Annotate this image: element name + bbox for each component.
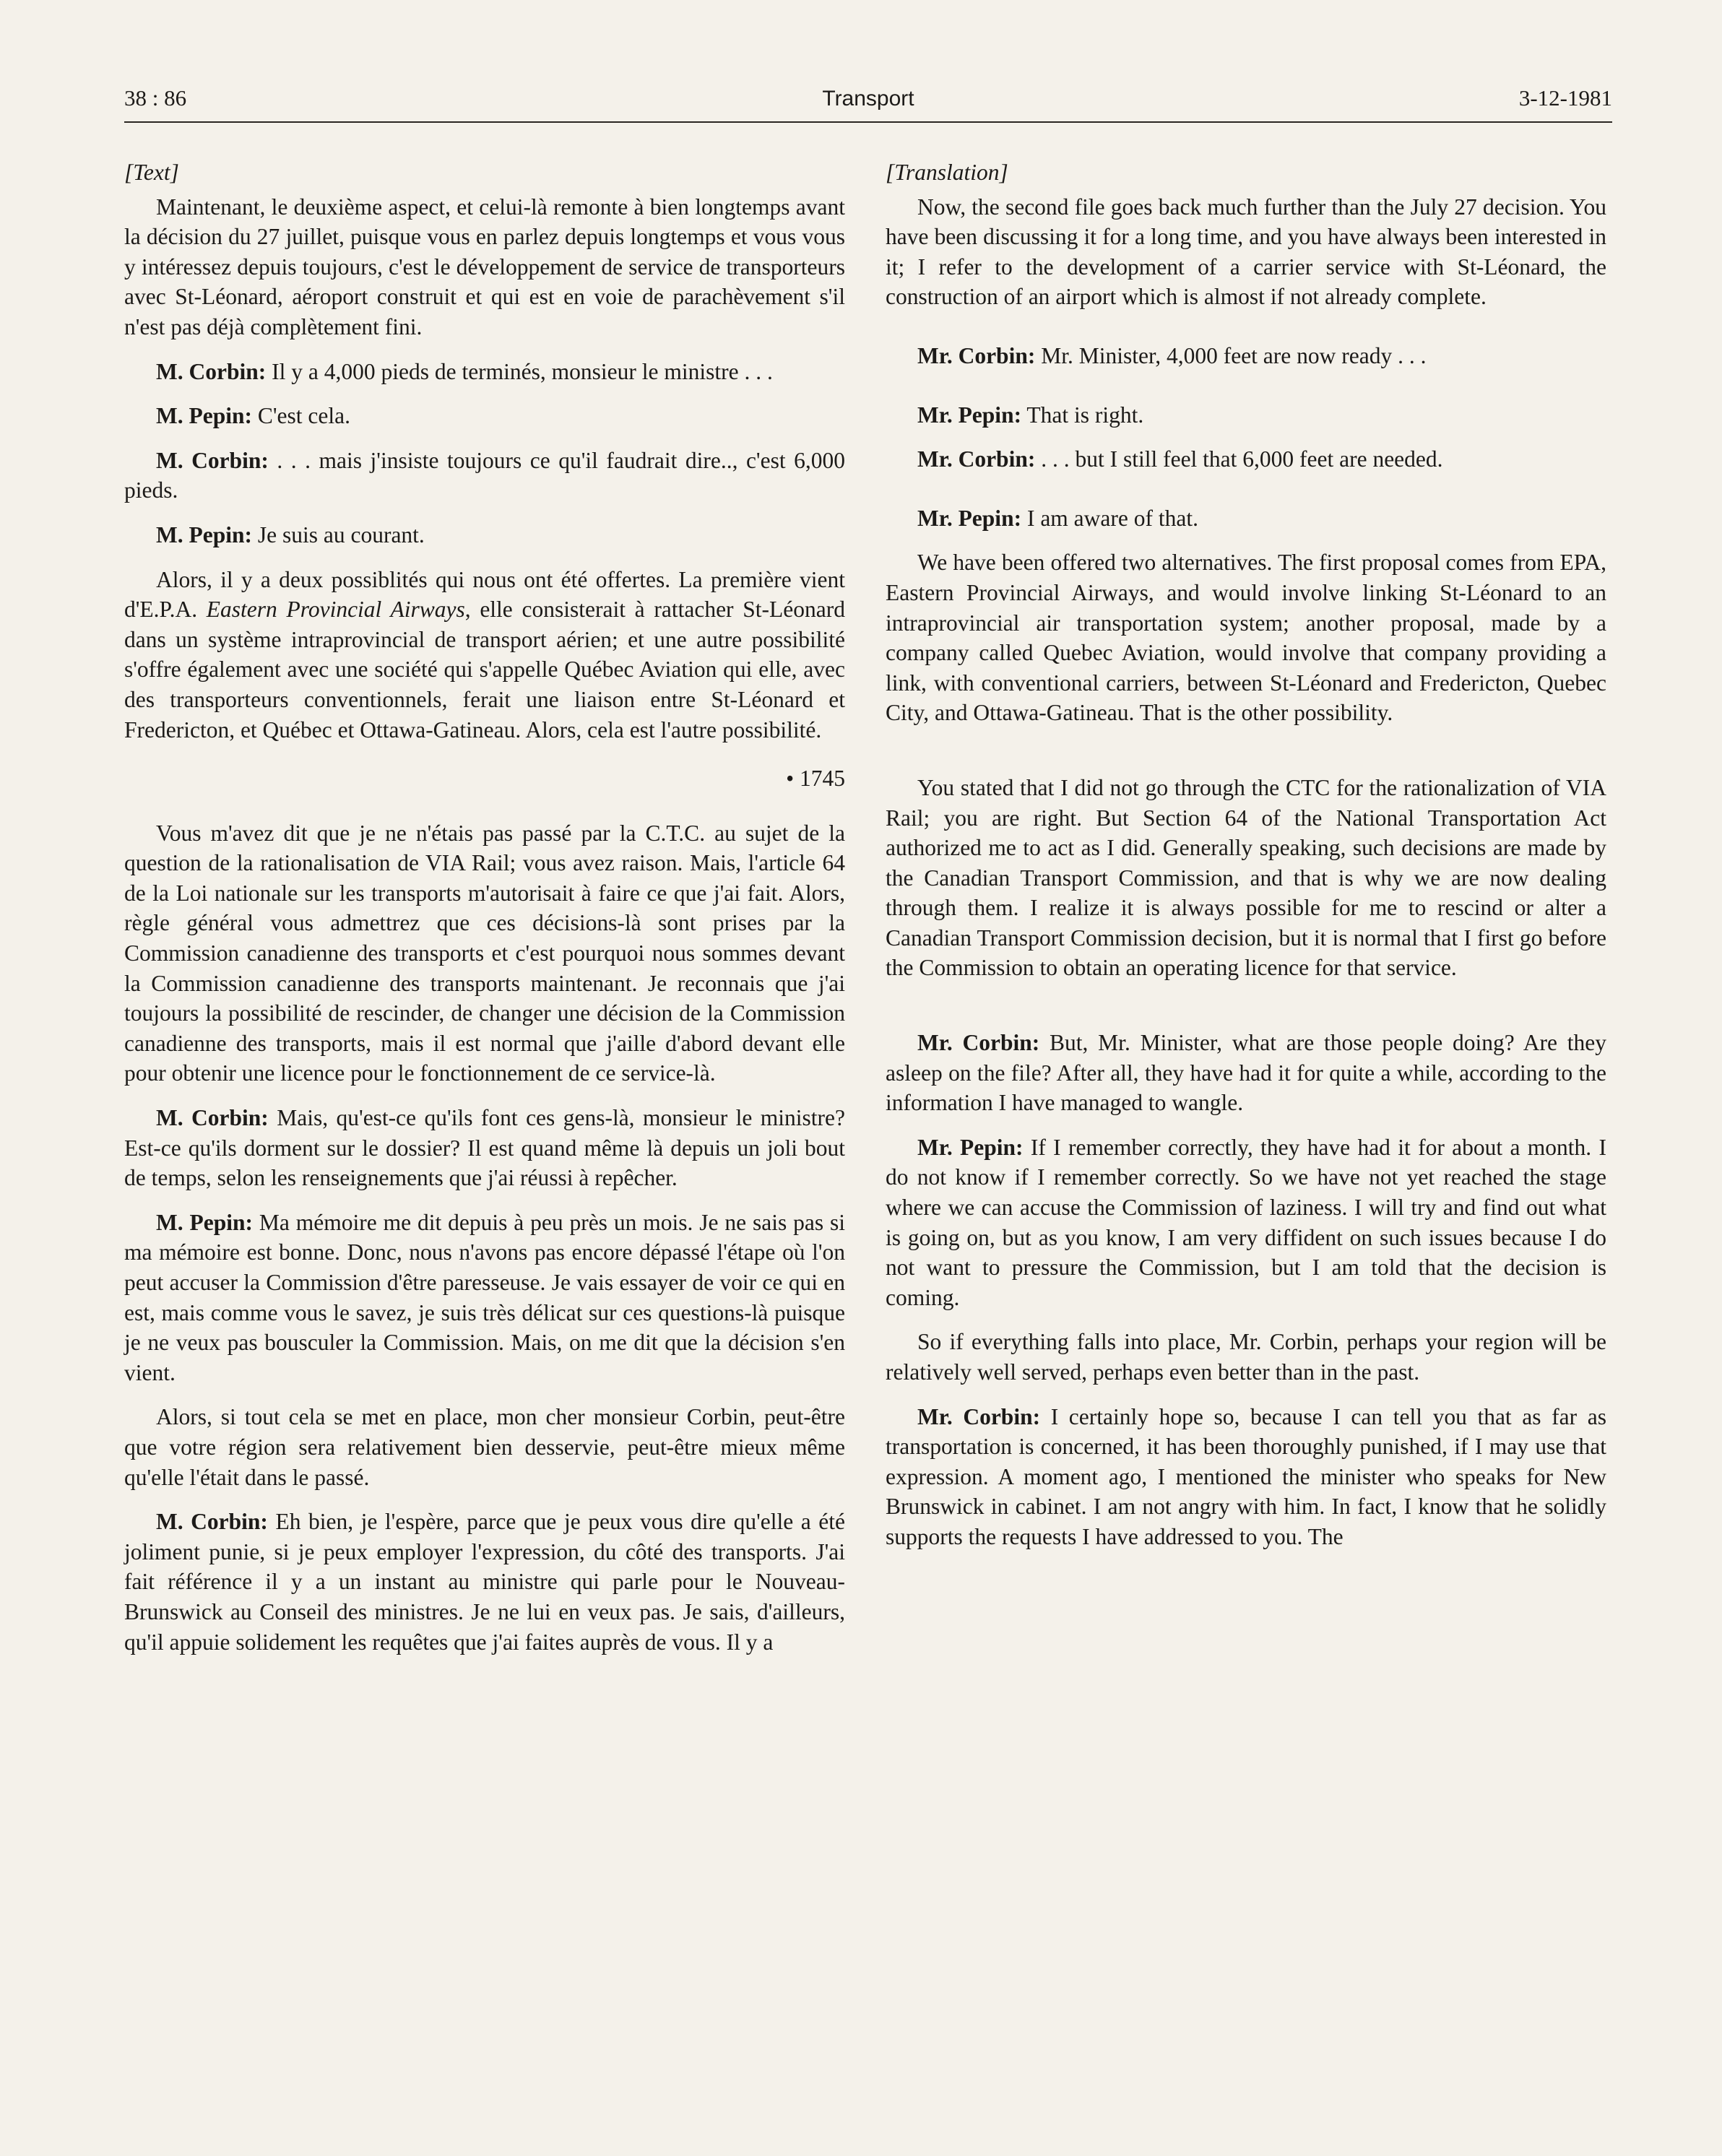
paragraph: M. Corbin: Eh bien, je l'espère, parce que je peux vous dire qu'elle a été joliment punie, si je peux employer l'expression, du côté des transports. J'ai fait référence il y a un instant au ministre qui parle pour le Nouveau-Brunswick au Conseil des ministres. Je ne lui en veux pas. Je sais, d'ailleurs, qu'il appuie solidement les requêtes que j'ai faites auprès de vous. Il y a [124,1509,845,1655]
time-marker: • 1745 [786,766,845,792]
text-label: [Text] [124,160,179,185]
french-column [124,157,845,1671]
airline-name: Eastern Provincial Airways [206,597,465,623]
paragraph: M. Corbin: Il y a 4,000 pieds de terminés, monsieur le ministre . . . [156,358,773,384]
speaker-name: M. Corbin: [156,358,267,384]
speaker-name: Mr. Corbin: [917,1030,1040,1056]
page-date: 3-12-1981 [1518,85,1612,111]
paragraph: Maintenant, le deuxième aspect, et celui-là remonte à bien longtemps avant la décision du 27 juillet, puisque vous en parlez depuis longtemps et vous vous y intéressez depuis toujours, c'est le développement de service de transporteurs avec St-Léonard, aéroport construit et qui est en voie de parachèvement s'il n'est pas déjà complètement fini. [124,194,845,339]
paragraph: M. Corbin: Mais, qu'est-ce qu'ils font ces gens-là, monsieur le ministre? Est-ce qu'ils dorment sur le dossier? Il est quand même là depuis un joli bout de temps, selon les renseignements que j'ai réussi à repêcher. [124,1105,845,1191]
english-column [886,157,1606,1567]
paragraph: M. Pepin: Je suis au courant. [156,521,425,547]
speaker-name: M. Pepin: [156,403,252,429]
speaker-name: M. Corbin: [156,1509,268,1535]
speaker-name: M. Pepin: [156,521,252,547]
speaker-name: Mr. Pepin: [917,402,1022,428]
speaker-name: Mr. Corbin: [917,342,1036,368]
paragraph: We have been offered two alternatives. The first proposal comes from EPA, Eastern Provincial Airways, and would involve linking St-Léonard to an intraprovincial air transportation system; another proposal, made by a company called Quebec Aviation, would involve that company providing a link, with conventional carriers, between St-Léonard and Fredericton, Quebec City, and Ottawa-Gatineau. That is the other possibility. [886,550,1606,726]
paragraph: So if everything falls into place, Mr. Corbin, perhaps your region will be relatively well served, perhaps even better than in the past. [886,1329,1606,1385]
paragraph: M. Pepin: Ma mémoire me dit depuis à peu près un mois. Je ne sais pas si ma mémoire est bonne. Donc, nous n'avons pas encore dépassé l'étape où l'on peut accuser la Commission d'être paresseuse. Je vais essayer de voir ce qui en est, mais comme vous le savez, je suis très délicat sur ces questions-là puisque je ne veux pas bousculer la Commission. Mais, on me dit que la décision s'en vient. [124,1209,845,1385]
speaker-name: Mr. Pepin: [917,505,1022,531]
speaker-name: M. Pepin: [156,1209,253,1235]
translation-label: [Translation] [886,160,1008,185]
paragraph: Mr. Corbin: But, Mr. Minister, what are those people doing? Are they asleep on the file? After all, they have had it for quite a while, according to the information I have managed to wangle. [886,1030,1606,1116]
speaker-name: M. Corbin: [156,1105,269,1131]
paragraph: Mr. Corbin: Mr. Minister, 4,000 feet are now ready . . . [917,342,1427,368]
paragraph: Mr. Pepin: If I remember correctly, they have had it for about a month. I do not know if I remember correctly. So we have not yet reached the stage where we can accuse the Commission of laziness. I will try and find out what is going on, but as you know, I am very diffident on such issues because I do not want to pressure the Commission, but I am told that the decision is coming. [886,1134,1606,1310]
paragraph: Vous m'avez dit que je ne n'étais pas passé par la C.T.C. au sujet de la question de la rationalisation de VIA Rail; vous avez raison. Mais, l'article 64 de la Loi nationale sur les transports m'autorisait à faire ce que j'ai fait. Alors, règle général vous admettrez que ces décisions-là sont prises par la Commission canadienne des transports et c'est pourquoi nous sommes devant la Commission canadienne des transports maintenant. Je reconnais que j'ai toujours la possibilité de rescinder, de changer une décision de la Commission canadienne des transports, mais il est normal que j'aille d'abord devant elle pour obtenir une licence pour le fonctionnement de ce service-là. [124,820,845,1086]
paragraph: Now, the second file goes back much further than the July 27 decision. You have been discussing it for a long time, and you have always been interested in it; I refer to the development of a carrier service with St-Léonard, the construction of an airport which is almost if not already complete. [886,194,1606,310]
speaker-name: Mr. Corbin: [917,1403,1041,1429]
paragraph: M. Pepin: C'est cela. [156,403,350,429]
paragraph: Mr. Pepin: That is right. [917,402,1144,428]
paragraph: Mr. Corbin: I certainly hope so, because I can tell you that as far as transportation is concerned, it has been thoroughly punished, if I may use that expression. A moment ago, I mentioned the minister who speaks for New Brunswick in cabinet. I am not angry with him. In fact, I know that he solidly supports the requests I have addressed to you. The [886,1403,1606,1549]
paragraph: You stated that I did not go through the CTC for the rationalization of VIA Rail; you are right. But Section 64 of the National Transportation Act authorized me to act as I did. Generally speaking, such decisions are made by the Canadian Transport Commission, and that is why we are now dealing through them. I realize it is always possible for me to rescind or alter a Canadian Transport Commission decision, but it is normal that I first go before the Commission to obtain an operating licence for that service. [886,774,1606,981]
speaker-name: Mr. Corbin: [917,446,1036,472]
paragraph: Mr. Pepin: I am aware of that. [917,505,1198,531]
page-header [124,78,1612,123]
paragraph: Alors, si tout cela se met en place, mon cher monsieur Corbin, peut-être que votre région sera relativement bien desservie, peut-être mieux même qu'elle l'était dans le passé. [124,1404,845,1490]
page-number: 38 : 86 [124,85,187,111]
paragraph: Alors, il y a deux possiblités qui nous ont été offertes. La première vient d'E.P.A. Eastern Provincial Airways, elle consisterait à rattacher St-Léonard dans un système intraprovincial de transport aérien; et une autre possibilité s'offre également avec une société qui s'appelle Québec Aviation qui elle, avec des transporteurs conventionnels, ferait une liaison entre St-Léonard et Fredericton, et Québec et Ottawa-Gatineau. Alors, cela est l'autre possibilité. [124,566,845,743]
speaker-name: Mr. Pepin: [917,1134,1024,1160]
speaker-name: M. Corbin: [156,447,269,473]
paragraph: M. Corbin: . . . mais j'insiste toujours ce qu'il faudrait dire.., c'est 6,000 pieds. [124,447,845,503]
running-title: Transport [822,87,914,111]
paragraph: Mr. Corbin: . . . but I still feel that 6,000 feet are needed. [917,446,1443,472]
